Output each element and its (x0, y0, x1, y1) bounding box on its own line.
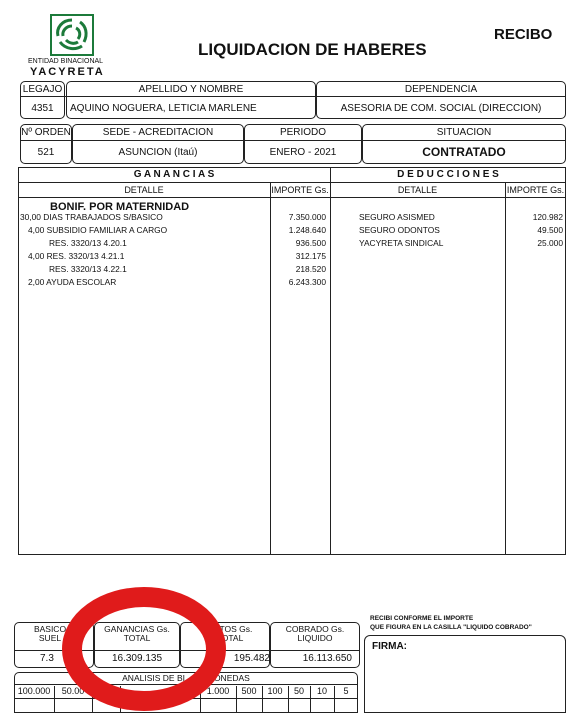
descuentos-total-label: ENTOS Gs. TOTAL (207, 624, 253, 643)
denomination-cell: 50 (288, 686, 311, 712)
list-item-amount: 218.520 (295, 264, 326, 274)
denomination-cell: 5 (343, 686, 349, 696)
list-item: SEGURO ODONTOS (359, 225, 440, 235)
periodo-label: PERIODO (279, 127, 327, 138)
nombre-label: APELLIDO Y NOMBRE (138, 84, 244, 95)
list-item-amount: 936.500 (295, 238, 326, 248)
list-item-amount: 1.248.640 (288, 225, 326, 235)
detalle-header-left: DETALLE (124, 185, 164, 195)
importe-header-left: IMPORTE Gs. (271, 185, 329, 195)
list-item: RES. 3320/13 4.22.1 (49, 264, 127, 274)
firma-label: FIRMA: (372, 641, 407, 652)
legajo-label: LEGAJO (22, 84, 63, 95)
denomination-cell: 100.000 (14, 686, 55, 712)
ganancias-total-value: 16.309.135 (111, 653, 163, 664)
list-item: 30,00 DIAS TRABAJADOS S/BASICO (20, 212, 163, 222)
list-item-amount: 6.243.300 (288, 277, 326, 287)
recibi-text-2: QUE FIGURA EN LA CASILLA "LIQUIDO COBRADO" (370, 624, 532, 631)
denomination-cell: 100 (262, 686, 289, 712)
deducciones-header: D E D U C C I O N E S (397, 169, 499, 180)
denomination-cell: 1.000 (200, 686, 237, 712)
detalle-header-right: DETALLE (397, 185, 438, 195)
sede-value: ASUNCION (Itaú) (118, 147, 198, 158)
dependencia-value: ASESORIA DE COM. SOCIAL (DIRECCION) (340, 103, 542, 114)
sede-label: SEDE - ACREDITACION (102, 127, 214, 138)
list-item: 2,00 AYUDA ESCOLAR (28, 277, 117, 287)
orden-label: Nº ORDEN (21, 127, 71, 138)
logo-caption: ENTIDAD BINACIONAL (28, 58, 104, 65)
recibi-text: RECIBI CONFORME EL IMPORTE (370, 615, 474, 622)
nombre-value: AQUINO NOGUERA, LETICIA MARLENE (70, 103, 257, 114)
cobrado-value: 16.113.650 (302, 653, 352, 664)
denomination-cell: 10 (310, 686, 335, 712)
list-item: YACYRETA SINDICAL (359, 238, 444, 248)
list-item-amount: 7.350.000 (288, 212, 326, 222)
list-item: 4,00 RES. 3320/13 4.21.1 (28, 251, 125, 261)
yacyreta-logo (50, 14, 94, 56)
page-title: LIQUIDACION DE HABERES (198, 40, 427, 59)
situacion-value: CONTRATADO (422, 145, 506, 159)
basico-value: 7.3 (40, 653, 54, 664)
list-item-amount: 25.000 (537, 238, 563, 248)
orden-value: 521 (37, 147, 55, 158)
denomination-cell: 50.00 (54, 686, 93, 712)
importe-header-right: IMPORTE Gs. (506, 185, 565, 195)
list-item: SEGURO ASISMED (359, 212, 435, 222)
red-circle-annotation (60, 584, 228, 714)
basico-label: BASICO SUEL (33, 624, 67, 643)
dependencia-label: DEPENDENCIA (404, 84, 478, 95)
legajo-value: 4351 (31, 103, 54, 114)
logo-name: YACYRETA (30, 66, 105, 78)
situacion-label: SITUACION (436, 127, 492, 138)
denomination-cell: 500 (236, 686, 263, 712)
list-item-amount: 312.175 (295, 251, 326, 261)
subheading: BONIF. POR MATERNIDAD (50, 201, 190, 213)
list-item: 4,00 SUBSIDIO FAMILIAR A CARGO (28, 225, 168, 235)
list-item-amount: 120.982 (532, 212, 563, 222)
ganancias-total-label: GANANCIAS Gs. TOTAL (104, 624, 170, 643)
recibo-label: RECIBO (494, 26, 553, 43)
periodo-value: ENERO - 2021 (269, 147, 337, 158)
cobrado-label: COBRADO Gs. LIQUIDO (285, 624, 345, 643)
analisis-label: ANALISIS DE BI Y MONEDAS (122, 673, 250, 683)
descuentos-total-value: 195.482 (233, 653, 270, 664)
list-item: RES. 3320/13 4.20.1 (49, 238, 127, 248)
ganancias-header: G A N A N C I A S (133, 169, 215, 180)
list-item-amount: 49.500 (537, 225, 563, 235)
